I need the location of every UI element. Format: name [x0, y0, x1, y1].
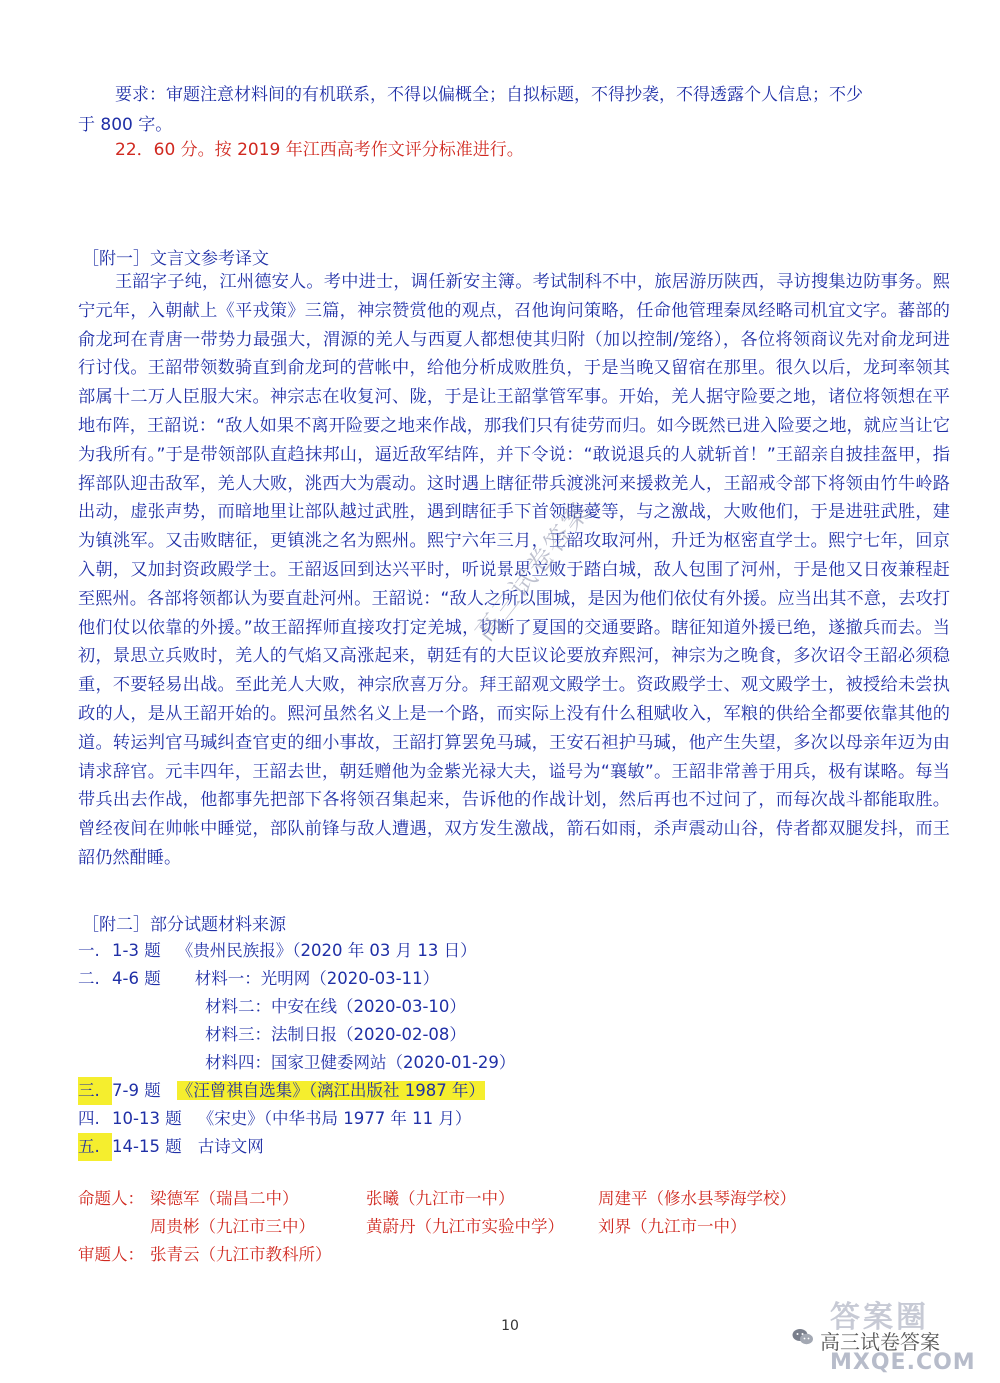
source-material-2: 材料二：中安在线（2020-03-10） — [205, 997, 466, 1016]
setter-name: 周建平（修水县琴海学校） — [598, 1189, 796, 1208]
source-item-number: 一. — [78, 941, 100, 960]
source-item-number: 四. — [78, 1109, 100, 1128]
source-item-text: 《汪曾祺自选集》（漓江出版社 1987 年） — [176, 1081, 485, 1100]
source-item-number: 二. — [78, 969, 100, 988]
source-item — [78, 937, 477, 965]
reviewer-row — [78, 1241, 938, 1269]
watermark-logo: 答案圈 — [830, 1300, 929, 1335]
source-item-number: 五. — [78, 1133, 112, 1161]
setter-name: 周贵彬（九江市三中） — [150, 1217, 315, 1236]
appendix2-title: ［附二］部分试题材料来源 — [82, 915, 286, 935]
source-item — [78, 965, 439, 993]
source-item-number: 三. — [78, 1077, 112, 1105]
appendix1-translation-body: 王韶字子纯，江州德安人。考中进士，调任新安主簿。考试制科不中，旅居游历陕西，寻访搜集边防事务。熙宁元年，入朝献上《平戎策》三篇，神宗赞赏他的观点，召他询问策略，任命他管理秦凤经略司机宜文字。蕃部的俞龙珂在青唐一带势力最强大，渭源的羌人与西夏人都想使其归附（加以控制/笼络），各位将领商议先对俞龙珂进行讨伐。王韶带领数骑直到俞龙珂的营帐中，给他分析成败胜负，于是当晚又留宿在那里。很久以后，龙珂率领其部属十二万人臣服大宋。神宗志在收复河、陇，于是让王韶掌管军事。开始，羌人据守险要之地，诸位将领想在平地布阵，王韶说：“敌人如果不离开险要之地来作战，那我们只有徒劳而归。如今既然已进入险要之地，就应当让它为我所有。”于是带领部队直趋抹邦山，逼近敌军结阵，并下令说：“敢说退兵的人就斩首！”王韶亲自披挂盔甲，指挥部队迎击敌军，羌人大败，洮西大为震动。这时遇上瞎征带兵渡洮河来援救羌人，王韶戒令部下将领由竹牛岭路出动，虚张声势，而暗地里让部队越过武胜，遇到瞎征手下首领瞎薆等，与之激战，大败他们，于是进驻武胜，建为镇洮军。又击败瞎征，更镇洮之名为熙州。熙宁六年三月，王韶攻取河州，升迁为枢密直学士。熙宁七年，回京入朝，又加封资政殿学士。王韶返回到达兴平时，听说景思立败于踏白城，敌人包围了河州，于是他又日夜兼程赶至熙州。各部将领都认为要直赴河州。王韶说：“敌人之所以围城，是因为他们依仗有外援。应当出其不意，去攻打他们仗以依靠的外援。”故王韶挥师直接攻打定羌城，切断了夏国的交通要路。瞎征知道外援已绝，遂撤兵而去。当初，景思立兵败时，羌人的气焰又高涨起来，朝廷有的大臣议论要放弃熙河，神宗为之晚食，多次诏令王韶必须稳重，不要轻易出战。至此羌人大败，神宗欣喜万分。拜王韶观文殿学士。资政殿学士、观文殿学士，被授给未尝执政的人，是从王韶开始的。熙河虽然名义上是一个路，而实际上没有什么租赋收入，军粮的供给全都要依靠其他的道。转运判官马瑊纠查官吏的细小事故，王韶打算罢免马瑊，王安石袒护马瑊，他产生失望，多次以母亲年迈为由请求辞官。元丰四年，王韶去世，朝廷赠他为金紫光禄大夫，谥号为“襄敏”。王韶非常善于用兵，极有谋略。每当带兵出去作战，他都事先把部下各将领召集起来，告诉他的作战计划，然后再也不过问了，而每次战斗都能取胜。曾经夜间在帅帐中睡觉，部队前锋与敌人遭遇，双方发生激战，箭石如雨，杀声震动山谷，侍者都双腿发抖，而王韶仍然酣睡。 — [78, 272, 950, 868]
source-item-text: 材料一：光明网（2020-03-11） — [194, 969, 440, 988]
setter-name: 刘界（九江市一中） — [598, 1217, 747, 1236]
requirement-line-2: 于 800 字。 — [78, 115, 173, 135]
watermark-account-name: 高三试卷答案 — [820, 1330, 940, 1354]
reviewer-label: 审题人： — [78, 1245, 144, 1264]
source-item-questions: 4-6 题 — [112, 969, 161, 988]
requirement-line-1: 要求：审题注意材料间的有机联系，不得以偏概全；自拟标题，不得抄袭，不得透露个人信息；不少 — [115, 85, 863, 105]
source-item-questions: 1-3 题 — [112, 941, 161, 960]
source-item-questions: 7-9 题 — [112, 1081, 161, 1100]
page-number: 10 — [501, 1318, 519, 1334]
source-item-questions: 10-13 题 — [112, 1109, 182, 1128]
source-material-3: 材料三：法制日报（2020-02-08） — [205, 1025, 466, 1044]
watermark-site: MXQE.COM — [830, 1350, 976, 1375]
setter-name: 黄蔚丹（九江市实验中学） — [366, 1217, 564, 1236]
source-item-questions: 14-15 题 — [112, 1137, 182, 1156]
source-item — [78, 1105, 471, 1133]
source-item — [78, 1133, 264, 1161]
essay-requirement — [78, 80, 958, 140]
setters-label: 命题人： — [78, 1189, 144, 1208]
setter-name: 梁德军（瑞昌二中） — [150, 1189, 299, 1208]
source-material-4: 材料四：国家卫健委网站（2020-01-29） — [205, 1053, 516, 1072]
diagonal-watermark: 高三试卷答案 — [469, 496, 597, 648]
appendix1-title: ［附一］文言文参考译文 — [82, 249, 269, 269]
wechat-icon — [792, 1328, 814, 1346]
score-note: 22．60 分。按 2019 年江西高考作文评分标准进行。 — [115, 140, 524, 160]
source-item — [78, 1077, 485, 1105]
source-item-text: 《宋史》（中华书局 1977 年 11 月） — [197, 1109, 472, 1128]
reviewer-name: 张青云（九江市教科所） — [150, 1245, 332, 1264]
setters-row-2 — [78, 1213, 938, 1241]
setter-name: 张曦（九江市一中） — [366, 1189, 515, 1208]
source-item-text: 《贵州民族报》（2020 年 03 月 13 日） — [176, 941, 477, 960]
source-item-text: 古诗文网 — [197, 1137, 264, 1156]
setters-row-1 — [78, 1185, 938, 1213]
